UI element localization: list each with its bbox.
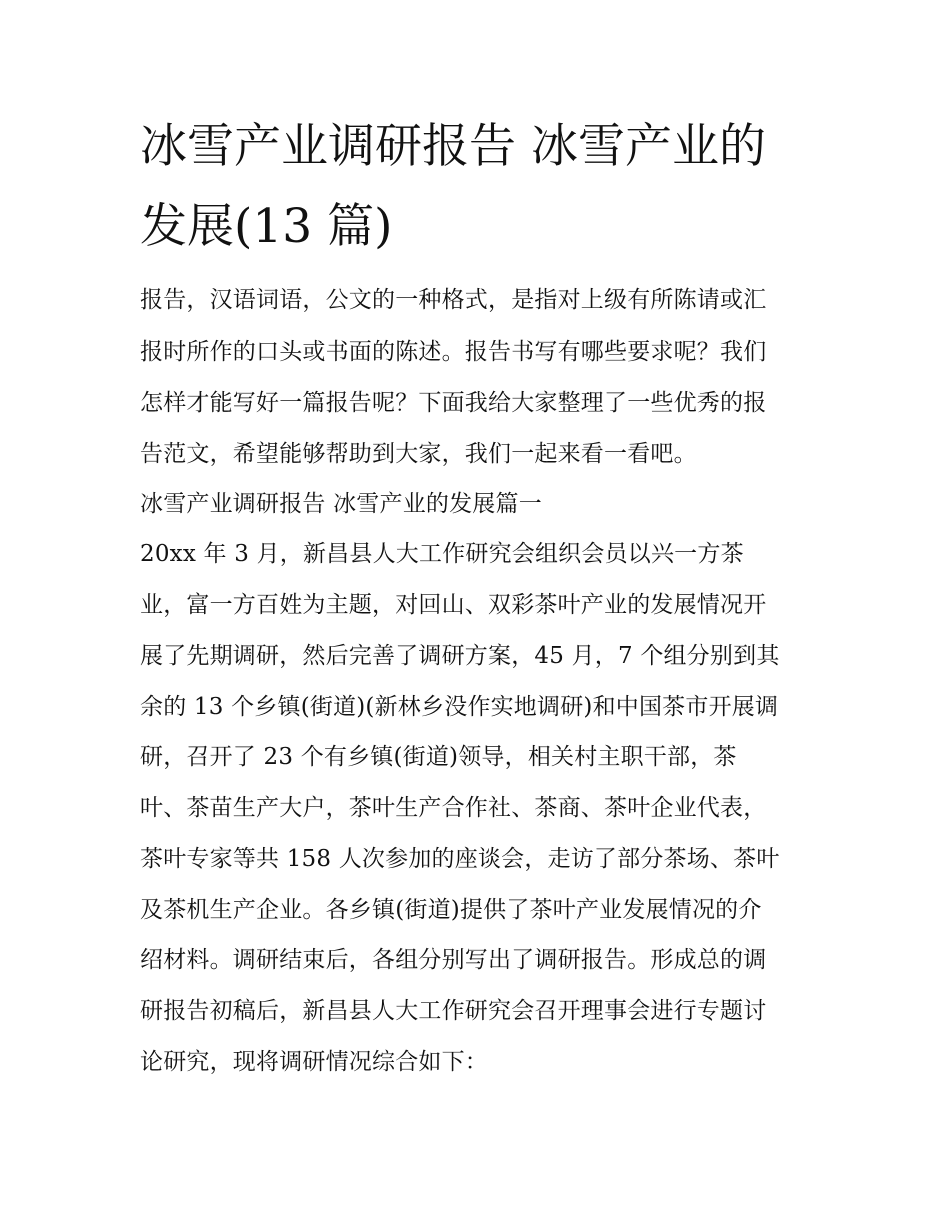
section-heading: 冰雪产业调研报告 冰雪产业的发展篇一 — [140, 491, 542, 517]
body-line-10: 研报告初稿后，新昌县人大工作研究会召开理事会进行专题讨 — [140, 998, 767, 1024]
body-line-1: 20xx 年 3 月，新昌县人大工作研究会组织会员以兴一方茶 — [140, 541, 744, 567]
intro-line-2: 报时所作的口头或书面的陈述。报告书写有哪些要求呢？我们 — [140, 339, 767, 365]
document-title-line-2: 发展(13 篇) — [140, 199, 393, 254]
body-line-9: 绍材料。调研结束后，各组分别写出了调研报告。形成总的调 — [140, 947, 767, 973]
body-line-6: 叶、茶苗生产大户，茶叶生产合作社、茶商、茶叶企业代表， — [140, 795, 767, 821]
body-line-7: 茶叶专家等共 158 人次参加的座谈会，走访了部分茶场、茶叶 — [140, 846, 780, 872]
body-line-5: 研，召开了 23 个有乡镇(街道)领导，相关村主职干部，茶 — [140, 744, 737, 770]
intro-line-1: 报告，汉语词语，公文的一种格式，是指对上级有所陈请或汇 — [140, 287, 767, 313]
body-line-4: 余的 13 个乡镇(街道)(新林乡没作实地调研)和中国茶市开展调 — [140, 694, 779, 720]
body-line-8: 及茶机生产企业。各乡镇(街道)提供了茶叶产业发展情况的介 — [140, 897, 762, 923]
intro-line-3: 怎样才能写好一篇报告呢？下面我给大家整理了一些优秀的报 — [140, 390, 767, 416]
body-line-2: 业，富一方百姓为主题，对回山、双彩茶叶产业的发展情况开 — [140, 592, 767, 618]
document-title-line-1: 冰雪产业调研报告 冰雪产业的 — [140, 119, 766, 174]
document-page — [140, 0, 820, 1229]
body-line-11: 论研究，现将调研情况综合如下： — [140, 1049, 488, 1075]
body-line-3: 展了先期调研，然后完善了调研方案，45 月，7 个组分别到其 — [140, 643, 780, 669]
intro-line-4: 告范文，希望能够帮助到大家，我们一起来看一看吧。 — [140, 441, 697, 467]
